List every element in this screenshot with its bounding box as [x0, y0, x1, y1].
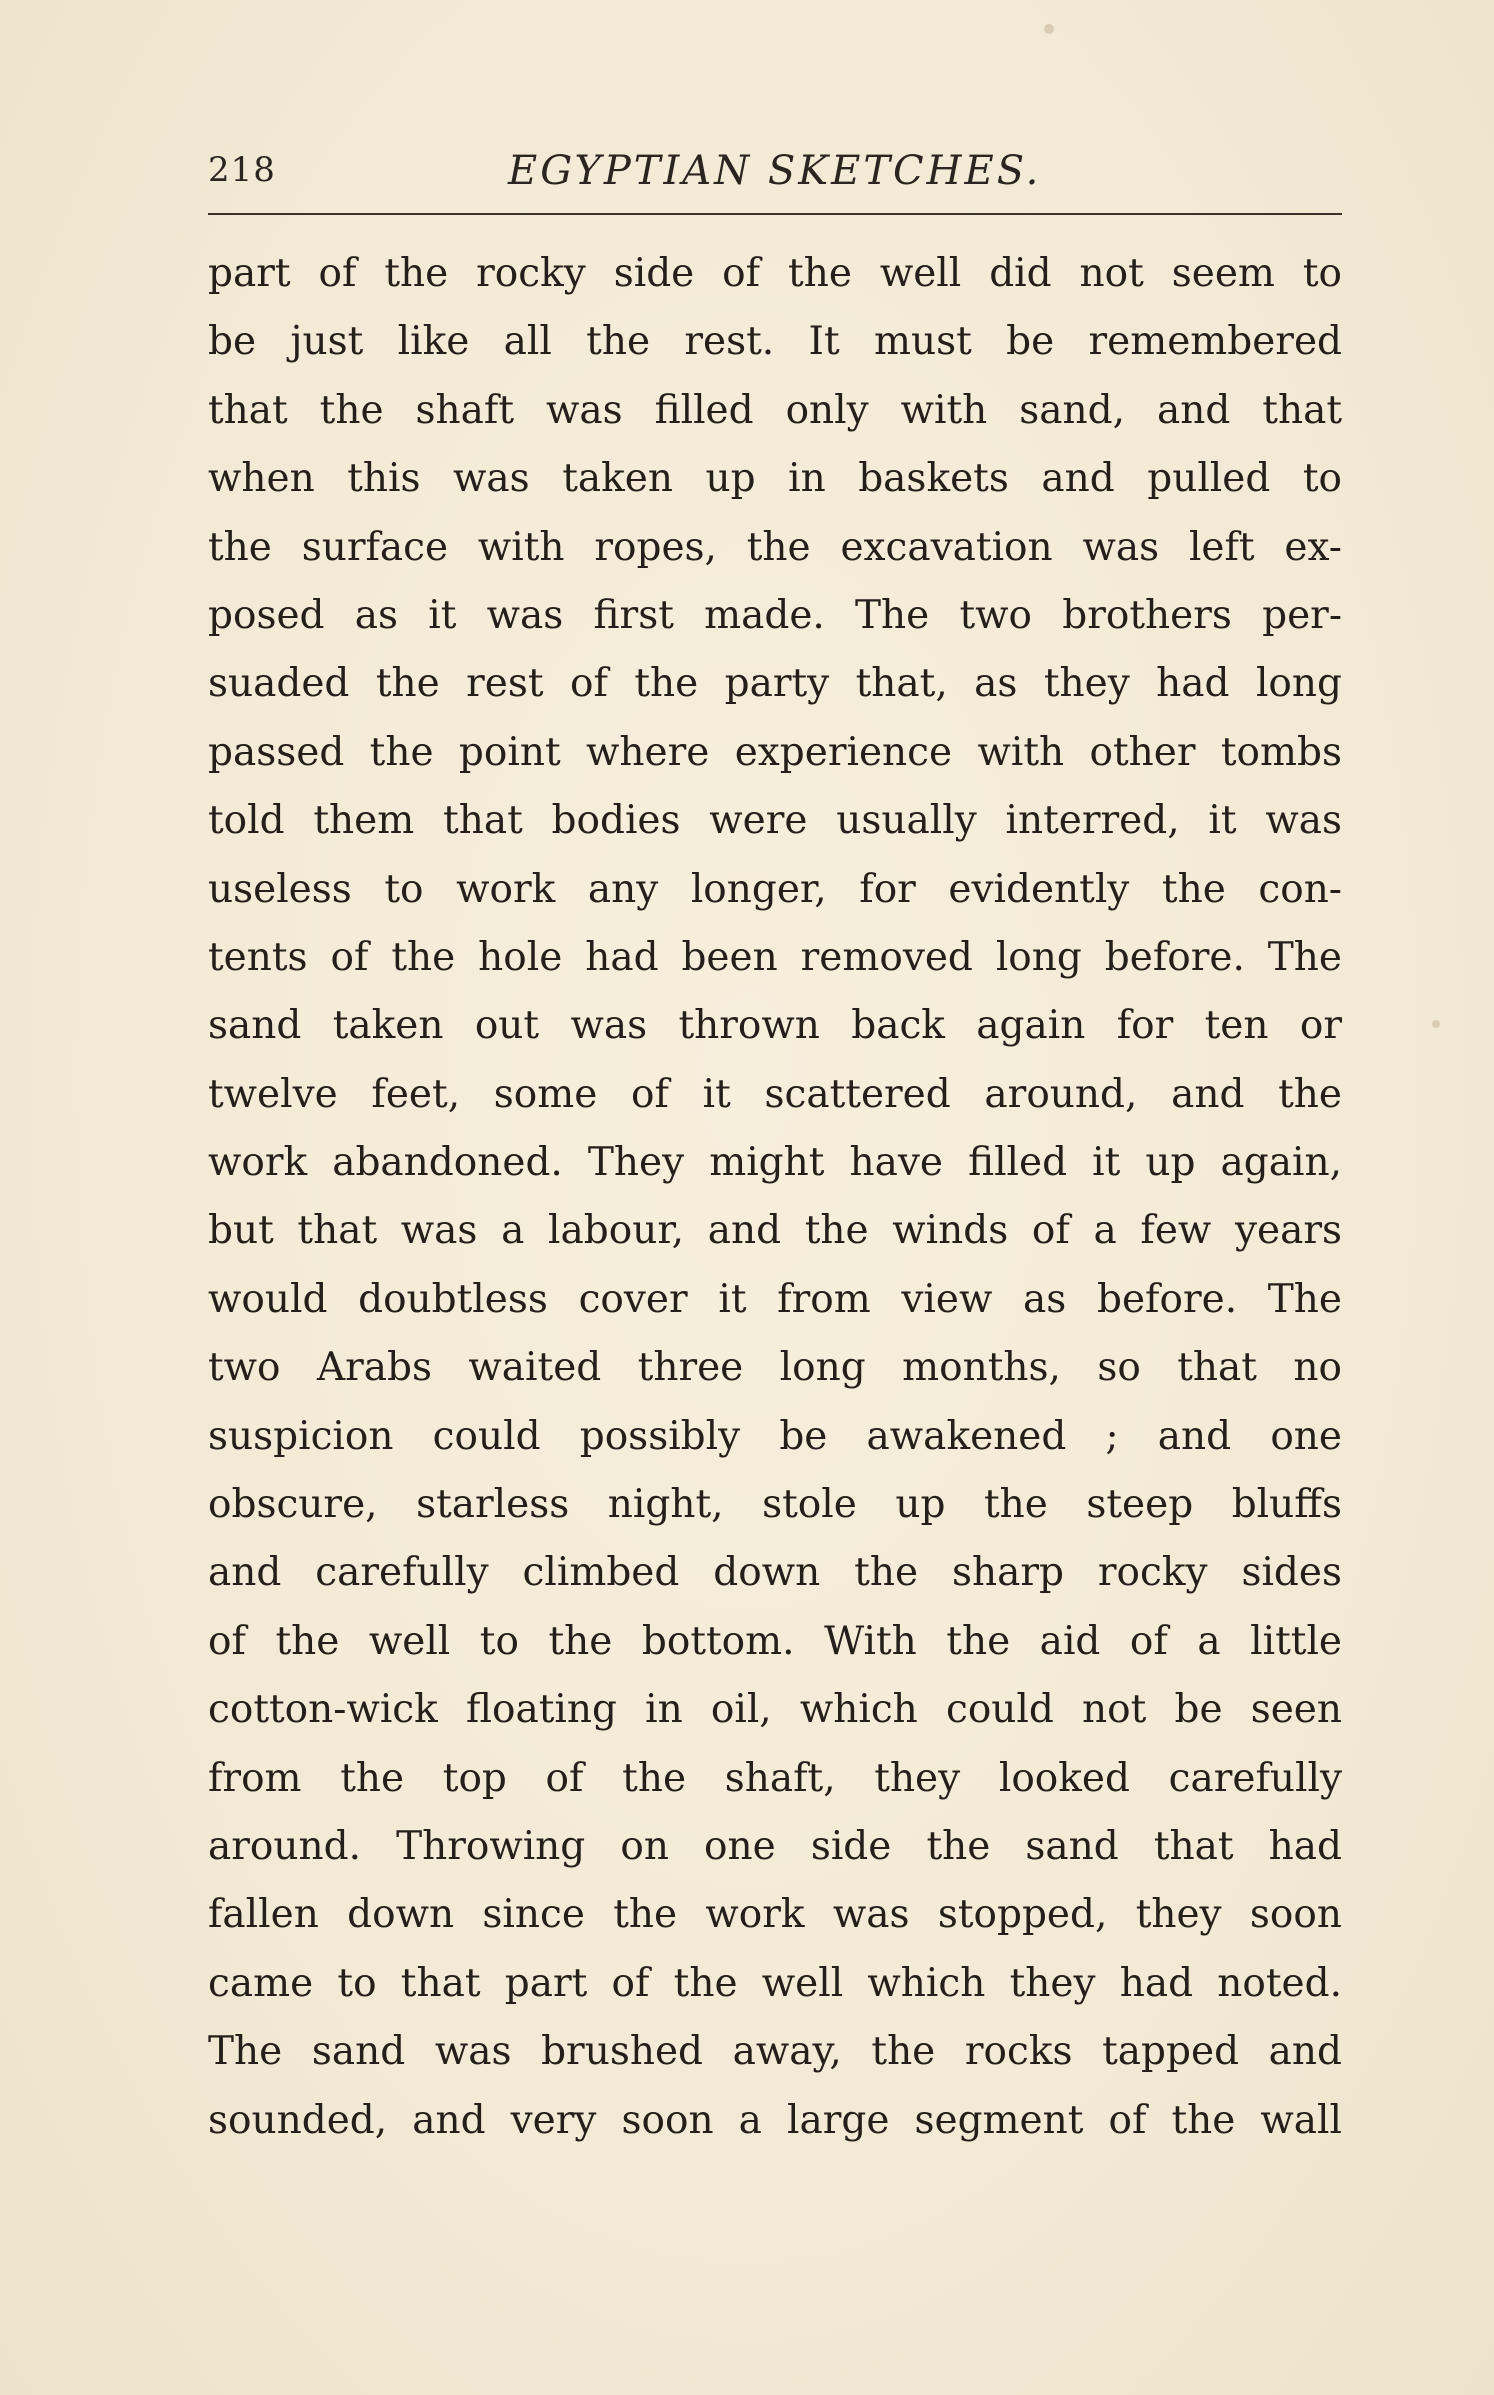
- text-line: obscure, starless night, stole up the steep bluffs: [208, 1482, 1342, 1528]
- page-header: [208, 150, 1342, 210]
- text-line: around. Throwing on one side the sand that had: [208, 1823, 1342, 1869]
- text-line: fallen down since the work was stopped, they soon: [208, 1892, 1342, 1938]
- text-line: but that was a labour, and the winds of a few years: [208, 1208, 1342, 1254]
- text-line: passed the point where experience with other tombs: [208, 729, 1342, 775]
- text-line: the surface with ropes, the excavation was left ex-: [208, 524, 1342, 570]
- text-line: would doubtless cover it from view as before. The: [208, 1276, 1342, 1322]
- text-line: suspicion could possibly be awakened ; and one: [208, 1413, 1342, 1459]
- text-line: be just like all the rest. It must be remembered: [208, 319, 1342, 365]
- text-line: cotton-wick floating in oil, which could not be seen: [208, 1687, 1342, 1733]
- text-line: work abandoned. They might have filled it up again,: [208, 1140, 1342, 1186]
- header-rule: [208, 213, 1342, 215]
- body-text: [208, 240, 1342, 2155]
- text-line: sounded, and very soon a large segment of the wall: [208, 2097, 1342, 2143]
- text-line: came to that part of the well which they had noted.: [208, 1960, 1342, 2006]
- text-line: part of the rocky side of the well did not seem to: [208, 251, 1342, 296]
- text-line: tents of the hole had been removed long before. The: [208, 934, 1342, 980]
- page-number: 218: [208, 150, 276, 190]
- text-line: told them that bodies were usually interred, it was: [208, 798, 1342, 844]
- text-line: suaded the rest of the party that, as they had long: [208, 661, 1342, 707]
- paper-spot: [1432, 1020, 1440, 1028]
- text-line: that the shaft was filled only with sand, and that: [208, 387, 1342, 433]
- text-line: useless to work any longer, for evidently the con-: [208, 866, 1342, 912]
- text-line: from the top of the shaft, they looked carefully: [208, 1755, 1342, 1801]
- text-line: posed as it was first made. The two brothers per-: [208, 592, 1342, 638]
- text-line: The sand was brushed away, the rocks tapped and: [208, 2029, 1342, 2075]
- text-line: of the well to the bottom. With the aid of a little: [208, 1618, 1342, 1664]
- text-line: sand taken out was thrown back again for ten or: [208, 1003, 1342, 1049]
- text-line: and carefully climbed down the sharp rocky sides: [208, 1550, 1342, 1596]
- text-line: twelve feet, some of it scattered around, and the: [208, 1071, 1342, 1117]
- paper-spot: [1044, 24, 1054, 34]
- running-title: EGYPTIAN SKETCHES.: [508, 148, 1042, 194]
- text-line: two Arabs waited three long months, so that no: [208, 1345, 1342, 1391]
- text-line: when this was taken up in baskets and pulled to: [208, 456, 1342, 502]
